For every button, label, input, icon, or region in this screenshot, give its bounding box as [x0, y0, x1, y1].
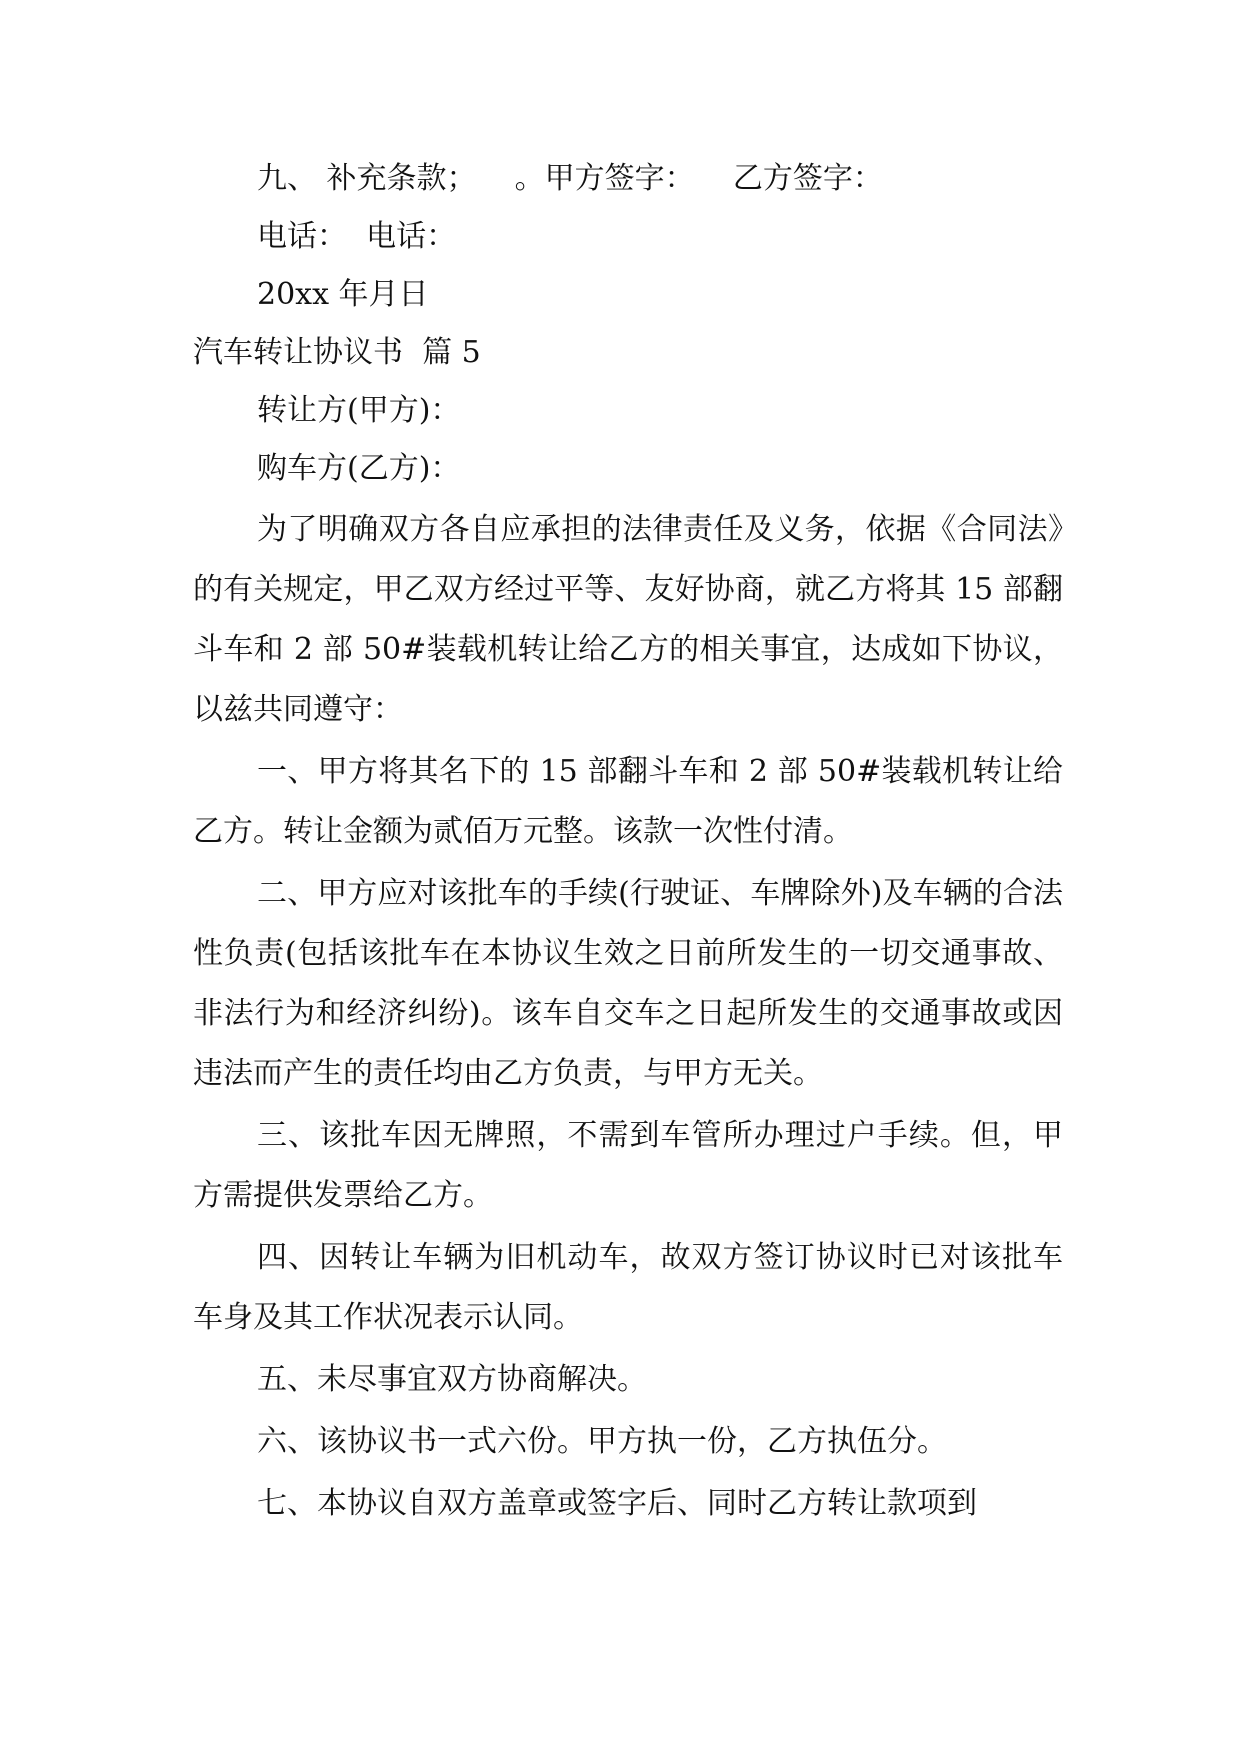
supplementary-clause-line: 九、 补充条款； 。甲方签字： 乙方签字： [257, 161, 883, 196]
paragraph-clause-3: 三、该批车因无牌照，不需到车管所办理过户手续。但，甲方需提供发票给乙方。 [193, 1118, 1063, 1213]
paragraph-clause-2: 二、甲方应对该批车的手续(行驶证、车牌除外)及车辆的合法性负责(包括该批车在本协议生效之日前所发生的一切交通事故、非法行为和经济纠纷)。该车自交车之日起所发生的交通事故或因违法而产生的责任均由乙方负责，与甲方无关。 [193, 876, 1063, 1091]
paragraph-preamble: 为了明确双方各自应承担的法律责任及义务，依据《合同法》的有关规定，甲乙双方经过平等、友好协商，就乙方将其 15 部翻斗车和 2 部 50#装载机转让给乙方的相关事宜，达成如下协议，以兹共同遵守： [193, 512, 1063, 727]
paragraph-clause-6: 六、该协议书一式六份。甲方执一份，乙方执伍分。 [257, 1424, 947, 1459]
phone-line: 电话： 电话： [257, 219, 457, 254]
section-title: 汽车转让协议书 篇 5 [193, 335, 481, 370]
document-page [193, 150, 1063, 1534]
paragraph-clause-1: 一、甲方将其名下的 15 部翻斗车和 2 部 50#装载机转让给乙方。转让金额为贰佰万元整。该款一次性付清。 [193, 754, 1063, 849]
transferor-line: 转让方(甲方)： [257, 393, 461, 428]
buyer-line: 购车方(乙方)： [257, 451, 461, 486]
paragraph-clause-4: 四、因转让车辆为旧机动车，故双方签订协议时已对该批车车身及其工作状况表示认同。 [193, 1240, 1063, 1335]
date-line: 20xx 年月日 [257, 277, 429, 312]
paragraph-clause-7: 七、本协议自双方盖章或签字后、同时乙方转让款项到 [257, 1486, 977, 1521]
paragraph-clause-5: 五、未尽事宜双方协商解决。 [257, 1362, 647, 1397]
